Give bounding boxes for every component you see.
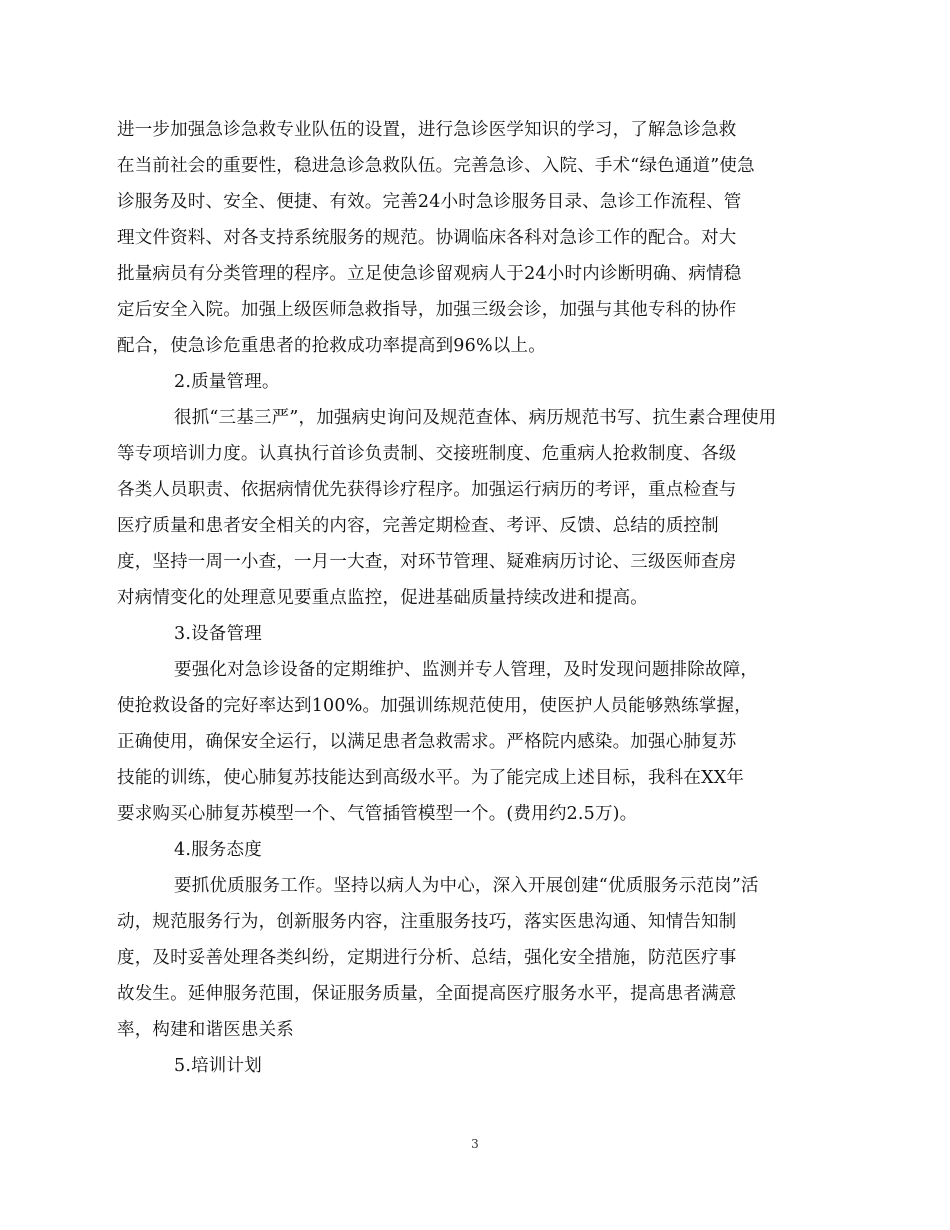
section-heading: 3.设备管理: [174, 624, 262, 644]
text-line: 各类人员职责、依据病情优先获得诊疗程序。加强运行病历的考评，重点检查与: [117, 480, 737, 500]
text-line: 定后安全入院。加强上级医师急救指导，加强三级会诊，加强与其他专科的协作: [117, 300, 737, 320]
paragraph-first-line: 很抓“三基三严”，加强病史询问及规范查体、病历规范书写、抗生素合理使用: [174, 408, 777, 428]
paragraph-first-line: 要强化对急诊设备的定期维护、监测并专人管理，及时发现问题排除故障，: [174, 660, 759, 680]
page-number: 3: [471, 1137, 479, 1151]
body-text: [117, 112, 817, 1084]
text-line: 对病情变化的处理意见要重点监控，促进基础质量持续改进和提高。: [117, 588, 648, 608]
text-line: 等专项培训力度。认真执行首诊负责制、交接班制度、危重病人抢救制度、各级: [117, 444, 737, 464]
text-line: 度，坚持一周一小查，一月一大查，对环节管理、疑难病历讨论、三级医师查房: [117, 552, 737, 572]
text-line: 度，及时妥善处理各类纠纷，定期进行分析、总结，强化安全措施，防范医疗事: [117, 948, 737, 968]
paragraph-first-line: 要抓优质服务工作。坚持以病人为中心，深入开展创建“优质服务示范岗”活: [174, 876, 759, 896]
text-line: 在当前社会的重要性，稳进急诊急救队伍。完善急诊、入院、手术“绿色通道”使急: [117, 156, 755, 176]
text-line: 要求购买心肺复苏模型一个、气管插管模型一个。(费用约2.5万)。: [117, 804, 638, 824]
text-line: 动，规范服务行为，创新服务内容，注重服务技巧，落实医患沟通、知情告知制: [117, 912, 737, 932]
text-line: 医疗质量和患者安全相关的内容，完善定期检查、考评、反馈、总结的质控制: [117, 516, 719, 536]
text-line: 技能的训练，使心肺复苏技能达到高级水平。为了能完成上述目标，我科在XX年: [117, 768, 745, 788]
text-line: 正确使用，确保安全运行，以满足患者急救需求。严格院内感染。加强心肺复苏: [117, 732, 737, 752]
section-heading: 2.质量管理。: [174, 372, 280, 392]
text-line: 率，构建和谐医患关系: [117, 1020, 294, 1040]
text-line: 配合，使急诊危重患者的抢救成功率提高到96%以上。: [117, 336, 546, 356]
text-line: 使抢救设备的完好率达到100%。加强训练规范使用，使医护人员能够熟练掌握，: [117, 696, 752, 716]
text-line: 故发生。延伸服务范围，保证服务质量，全面提高医疗服务水平，提高患者满意: [117, 984, 737, 1004]
text-line: 批量病员有分类管理的程序。立足使急诊留观病人于24小时内诊断明确、病情稳: [117, 264, 742, 284]
section-heading: 4.服务态度: [174, 840, 262, 860]
text-line: 诊服务及时、安全、便捷、有效。完善24小时急诊服务目录、急诊工作流程、管: [117, 192, 742, 212]
text-line: 进一步加强急诊急救专业队伍的设置，进行急诊医学知识的学习，了解急诊急救: [117, 120, 737, 140]
section-heading: 5.培训计划: [174, 1056, 262, 1076]
text-line: 理文件资料、对各支持系统服务的规范。协调临床各科对急诊工作的配合。对大: [117, 228, 737, 248]
